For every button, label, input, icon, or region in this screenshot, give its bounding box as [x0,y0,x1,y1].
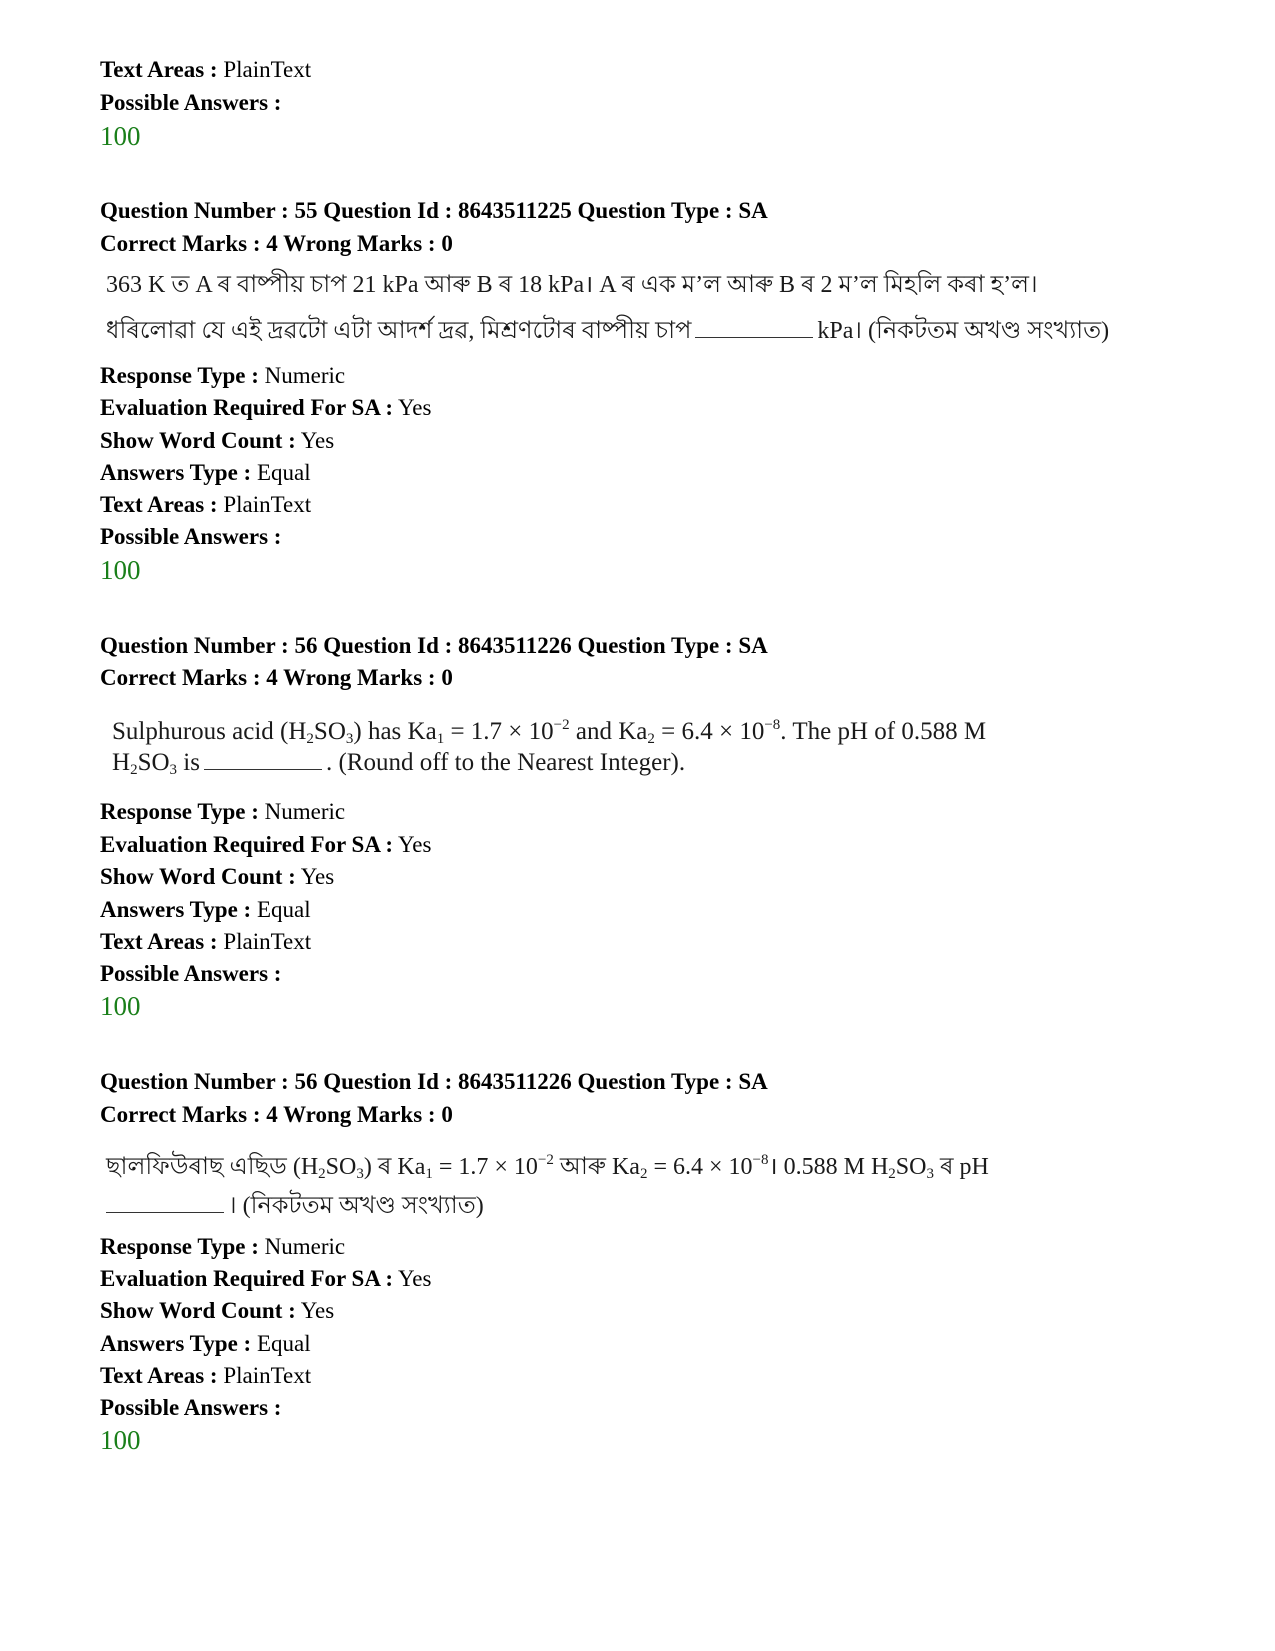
question-text: । 0.588 M H [768,1154,889,1180]
subscript: 1 [425,1166,433,1182]
subscript: 2 [130,762,138,778]
evaluation-value: Yes [398,1266,432,1291]
response-type-row [100,361,345,391]
question-text: H [112,749,131,776]
question-text: ) has Ka [353,718,437,745]
answers-type-value: Equal [256,1331,311,1356]
response-type-value: Numeric [264,1234,346,1259]
text-areas-label: Text Areas : [100,57,218,82]
possible-answers-label: Possible Answers : [100,961,282,986]
subscript: 2 [647,731,655,747]
subscript: 1 [436,731,445,747]
word-count-row [100,862,334,892]
question-text-line-2 [106,312,1109,350]
answers-type-row [100,458,311,488]
text-areas-row [100,927,311,957]
question-text-line-1: 363 K ত A ৰ বাষ্পীয় চাপ 21 kPa আৰু B ৰ 18 kPa। A ৰ এক ম’ল আৰু B ৰ 2 ম’ল মিহলি কৰা হ’ল। [106,272,1038,298]
answers-type-value: Equal [256,460,311,485]
question-text: is [177,749,200,776]
answers-type-row [100,895,311,925]
possible-answers-label: Possible Answers : [100,524,282,549]
text-areas-row [100,55,311,85]
question-header: Question Number : 56 Question Id : 8643511226 Question Type : SA [100,1069,768,1094]
evaluation-label: Evaluation Required For SA : [100,395,394,420]
response-type-label: Response Type : [100,363,259,388]
question-text: ছালফিউৰাছ এছিড (H [106,1154,319,1180]
superscript: −8 [764,717,781,733]
answer-blank [204,749,322,770]
subscript: 2 [318,1166,326,1182]
answers-type-label: Answers Type : [100,897,252,922]
answer-blank [106,1192,224,1213]
evaluation-row [100,393,431,423]
text-areas-label: Text Areas : [100,929,218,954]
subscript: 3 [169,762,178,778]
superscript: −8 [752,1152,769,1168]
question-text: = 1.7 × 10 [432,1154,538,1180]
question-text: আৰু Ka [553,1154,640,1180]
text-areas-value: PlainText [223,1363,312,1388]
evaluation-label: Evaluation Required For SA : [100,832,394,857]
answer-blank [695,317,813,338]
question-header: Question Number : 55 Question Id : 8643511225 Question Type : SA [100,198,768,223]
question-text: ধৰিলোৱা যে এই দ্ৰৱটো এটা আদৰ্শ দ্ৰৱ, মিশ্ৰণটোৰ বাষ্পীয় চাপ [106,318,692,344]
response-type-value: Numeric [264,799,346,824]
question-marks: Correct Marks : 4 Wrong Marks : 0 [100,231,453,256]
response-type-label: Response Type : [100,799,259,824]
question-text: . (Round off to the Nearest Integer). [325,749,686,776]
question-text-line-1 [106,1141,989,1193]
question-text: ৰ pH [933,1154,989,1180]
response-type-value: Numeric [264,363,346,388]
text-areas-label: Text Areas : [100,492,218,517]
question-text: = 6.4 × 10 [647,1154,753,1180]
answers-type-label: Answers Type : [100,460,252,485]
question-marks: Correct Marks : 4 Wrong Marks : 0 [100,665,453,690]
question-header: Question Number : 56 Question Id : 8643511226 Question Type : SA [100,633,768,658]
response-type-row [100,1232,345,1262]
subscript: 3 [345,731,354,747]
answers-type-label: Answers Type : [100,1331,252,1356]
word-count-label: Show Word Count : [100,428,296,453]
answers-type-value: Equal [256,897,311,922]
evaluation-value: Yes [398,832,432,857]
text-areas-value: PlainText [223,492,312,517]
superscript: −2 [553,717,570,733]
response-type-label: Response Type : [100,1234,259,1259]
word-count-label: Show Word Count : [100,1298,296,1323]
subscript: 2 [888,1166,896,1182]
word-count-row [100,1296,334,1326]
word-count-row [100,426,334,456]
possible-answers-label: Possible Answers : [100,90,282,115]
question-marks: Correct Marks : 4 Wrong Marks : 0 [100,1102,453,1127]
text-areas-row [100,1361,311,1391]
question-text: kPa। (নিকটতম অখণ্ড সংখ্যাত) [817,318,1110,344]
evaluation-row [100,830,431,860]
word-count-value: Yes [300,864,335,889]
possible-answer: 100 [100,1425,141,1455]
question-text: SO [895,1154,927,1180]
question-text: Sulphurous acid (H [112,718,307,745]
question-text: . The pH of 0.588 M [780,718,987,745]
evaluation-value: Yes [398,395,432,420]
evaluation-label: Evaluation Required For SA : [100,1266,394,1291]
possible-answer: 100 [100,555,141,585]
question-text: and Ka [569,718,648,745]
question-text: SO [137,749,170,776]
response-type-row [100,797,345,827]
possible-answers-label: Possible Answers : [100,1395,282,1420]
word-count-label: Show Word Count : [100,864,296,889]
word-count-value: Yes [300,1298,335,1323]
question-text: SO [313,718,346,745]
subscript: 2 [306,731,314,747]
possible-answer: 100 [100,991,141,1021]
question-text: ) ৰ Ka [363,1154,426,1180]
answers-type-row [100,1329,311,1359]
subscript: 2 [639,1166,648,1182]
superscript: −2 [537,1152,554,1168]
question-text: = 6.4 × 10 [654,718,765,745]
text-areas-value: PlainText [223,929,312,954]
word-count-value: Yes [300,428,335,453]
question-text: । (নিকটতম অখণ্ড সংখ্যাত) [228,1193,484,1219]
question-text-line-2 [106,1187,484,1225]
question-text: = 1.7 × 10 [444,718,554,745]
text-areas-value: PlainText [223,57,312,82]
text-areas-label: Text Areas : [100,1363,218,1388]
question-text: SO [325,1154,357,1180]
evaluation-row [100,1264,431,1294]
text-areas-row [100,490,311,520]
subscript: 3 [356,1166,364,1182]
subscript: 3 [926,1166,934,1182]
possible-answer: 100 [100,121,141,151]
question-text-line-2 [112,744,685,789]
